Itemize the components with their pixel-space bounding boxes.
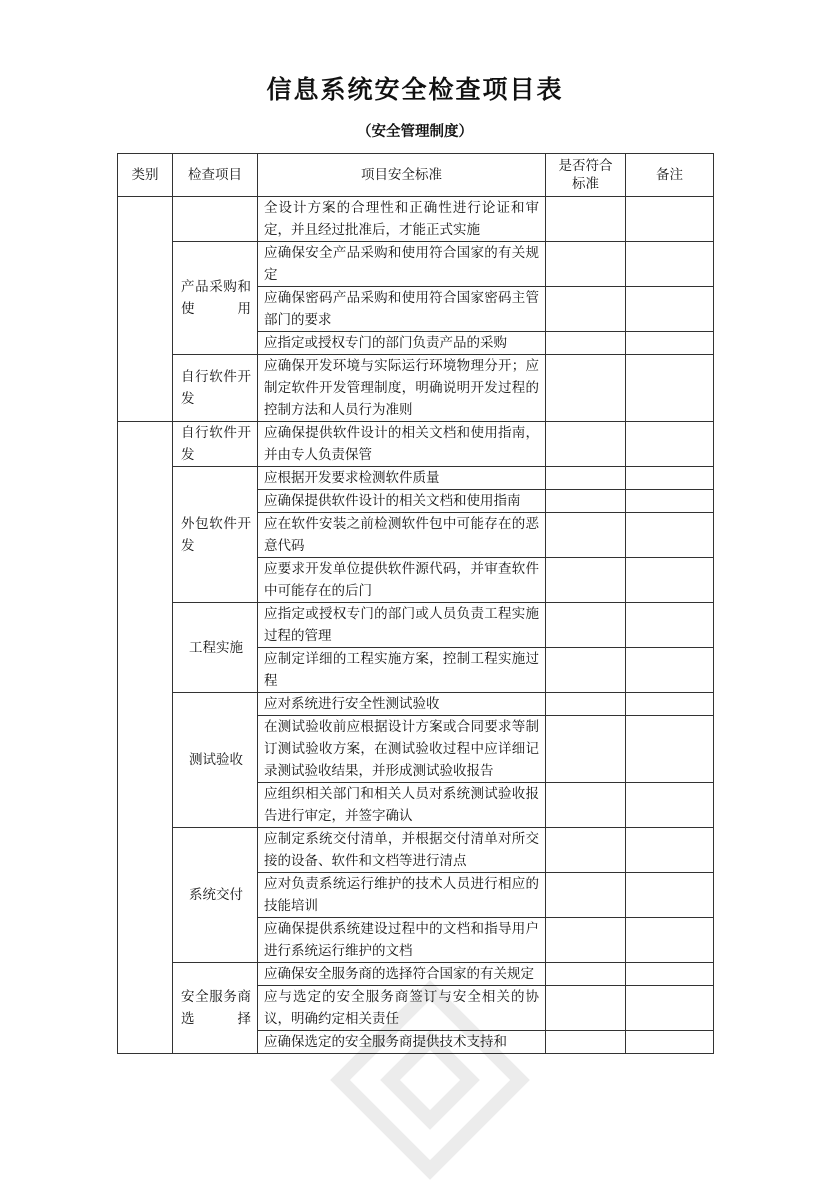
remark-cell[interactable] xyxy=(626,603,714,648)
compliant-cell[interactable] xyxy=(546,332,626,355)
compliant-cell[interactable] xyxy=(546,873,626,918)
standard-cell: 应确保密码产品采购和使用符合国家密码主管部门的要求 xyxy=(258,287,546,332)
compliant-cell[interactable] xyxy=(546,355,626,422)
compliant-cell[interactable] xyxy=(546,828,626,873)
header-item: 检查项目 xyxy=(173,154,258,197)
remark-cell[interactable] xyxy=(626,558,714,603)
compliant-cell[interactable] xyxy=(546,558,626,603)
compliant-cell[interactable] xyxy=(546,603,626,648)
remark-cell[interactable] xyxy=(626,716,714,783)
remark-cell[interactable] xyxy=(626,828,714,873)
remark-cell[interactable] xyxy=(626,873,714,918)
item-label: 测试验收 xyxy=(189,752,243,768)
compliant-cell[interactable] xyxy=(546,422,626,467)
remark-cell[interactable] xyxy=(626,355,714,422)
standard-cell: 应组织相关部门和相关人员对系统测试验收报告进行审定，并签字确认 xyxy=(258,783,546,828)
table-row xyxy=(118,355,714,422)
compliant-cell[interactable] xyxy=(546,513,626,558)
header-category: 类别 xyxy=(118,154,173,197)
standard-cell: 在测试验收前应根据设计方案或合同要求等制订测试验收方案，在测试验收过程中应详细记录测试验收结果，并形成测试验收报告 xyxy=(258,716,546,783)
compliant-cell[interactable] xyxy=(546,716,626,783)
remark-cell[interactable] xyxy=(626,287,714,332)
compliant-cell[interactable] xyxy=(546,467,626,490)
compliant-cell[interactable] xyxy=(546,693,626,716)
header-standard: 项目安全标准 xyxy=(258,154,546,197)
table-row xyxy=(118,603,714,648)
standard-cell: 应确保提供系统建设过程中的文档和指导用户进行系统运行维护的文档 xyxy=(258,918,546,963)
compliant-cell[interactable] xyxy=(546,197,626,242)
standard-cell: 应确保开发环境与实际运行环境物理分开；应制定软件开发管理制度，明确说明开发过程的控制方法和人员行为准则 xyxy=(258,355,546,422)
compliant-cell[interactable] xyxy=(546,648,626,693)
standard-cell: 应制定详细的工程实施方案，控制工程实施过程 xyxy=(258,648,546,693)
item-label: 安全服务商选择 xyxy=(181,989,251,1027)
standard-cell: 应制定系统交付清单，并根据交付清单对所交接的设备、软件和文档等进行清点 xyxy=(258,828,546,873)
standard-cell: 应要求开发单位提供软件源代码，并审查软件中可能存在的后门 xyxy=(258,558,546,603)
table-row xyxy=(118,467,714,490)
compliant-cell[interactable] xyxy=(546,986,626,1031)
standard-cell: 应对负责系统运行维护的技术人员进行相应的技能培训 xyxy=(258,873,546,918)
standard-cell: 应根据开发要求检测软件质量 xyxy=(258,467,546,490)
category-cell xyxy=(118,197,173,422)
item-cell xyxy=(173,355,258,422)
table-row xyxy=(118,828,714,873)
security-checklist-table xyxy=(117,153,714,1054)
remark-cell[interactable] xyxy=(626,986,714,1031)
standard-cell: 应确保提供软件设计的相关文档和使用指南 xyxy=(258,490,546,513)
item-cell xyxy=(173,963,258,1054)
remark-cell[interactable] xyxy=(626,648,714,693)
remark-cell[interactable] xyxy=(626,490,714,513)
item-cell xyxy=(173,693,258,828)
standard-cell: 应指定或授权专门的部门负责产品的采购 xyxy=(258,332,546,355)
header-remark: 备注 xyxy=(626,154,714,197)
item-label: 自行软件开发 xyxy=(181,369,251,407)
table-row xyxy=(118,197,714,242)
remark-cell[interactable] xyxy=(626,242,714,287)
table-row xyxy=(118,422,714,467)
table-row xyxy=(118,242,714,287)
table-header-row xyxy=(118,154,714,197)
category-cell xyxy=(118,422,173,1054)
standard-cell: 应对系统进行安全性测试验收 xyxy=(258,693,546,716)
item-label: 工程实施 xyxy=(189,639,243,656)
standard-cell: 应确保提供软件设计的相关文档和使用指南，并由专人负责保管 xyxy=(258,422,546,467)
item-label: 外包软件开发 xyxy=(181,515,251,554)
item-label: 产品采购和使用 xyxy=(181,279,251,317)
remark-cell[interactable] xyxy=(626,963,714,986)
item-cell xyxy=(173,603,258,693)
table-row xyxy=(118,963,714,986)
item-cell xyxy=(173,242,258,355)
item-label: 自行软件开发 xyxy=(181,425,251,463)
standard-cell: 应确保选定的安全服务商提供技术支持和 xyxy=(258,1031,546,1054)
standard-cell: 全设计方案的合理性和正确性进行论证和审定，并且经过批准后，才能正式实施 xyxy=(258,197,546,242)
remark-cell[interactable] xyxy=(626,918,714,963)
compliant-cell[interactable] xyxy=(546,1031,626,1054)
compliant-cell[interactable] xyxy=(546,287,626,332)
table-row xyxy=(118,693,714,716)
header-compliant: 是否符合标准 xyxy=(546,154,626,197)
item-cell xyxy=(173,422,258,467)
item-label: 系统交付 xyxy=(189,887,243,903)
document-title: 信息系统安全检查项目表 xyxy=(266,75,564,104)
item-cell xyxy=(173,828,258,963)
remark-cell[interactable] xyxy=(626,197,714,242)
compliant-cell[interactable] xyxy=(546,918,626,963)
compliant-cell[interactable] xyxy=(546,963,626,986)
item-cell xyxy=(173,467,258,603)
item-cell xyxy=(173,197,258,242)
remark-cell[interactable] xyxy=(626,693,714,716)
remark-cell[interactable] xyxy=(626,422,714,467)
remark-cell[interactable] xyxy=(626,783,714,828)
remark-cell[interactable] xyxy=(626,513,714,558)
document-subtitle: （安全管理制度） xyxy=(357,123,473,140)
remark-cell[interactable] xyxy=(626,1031,714,1054)
compliant-cell[interactable] xyxy=(546,783,626,828)
standard-cell: 应确保安全服务商的选择符合国家的有关规定 xyxy=(258,963,546,986)
standard-cell: 应指定或授权专门的部门或人员负责工程实施过程的管理 xyxy=(258,603,546,648)
compliant-cell[interactable] xyxy=(546,490,626,513)
remark-cell[interactable] xyxy=(626,332,714,355)
remark-cell[interactable] xyxy=(626,467,714,490)
standard-cell: 应在软件安装之前检测软件包中可能存在的恶意代码 xyxy=(258,513,546,558)
standard-cell: 应与选定的安全服务商签订与安全相关的协议，明确约定相关责任 xyxy=(258,986,546,1031)
standard-cell: 应确保安全产品采购和使用符合国家的有关规定 xyxy=(258,242,546,287)
compliant-cell[interactable] xyxy=(546,242,626,287)
